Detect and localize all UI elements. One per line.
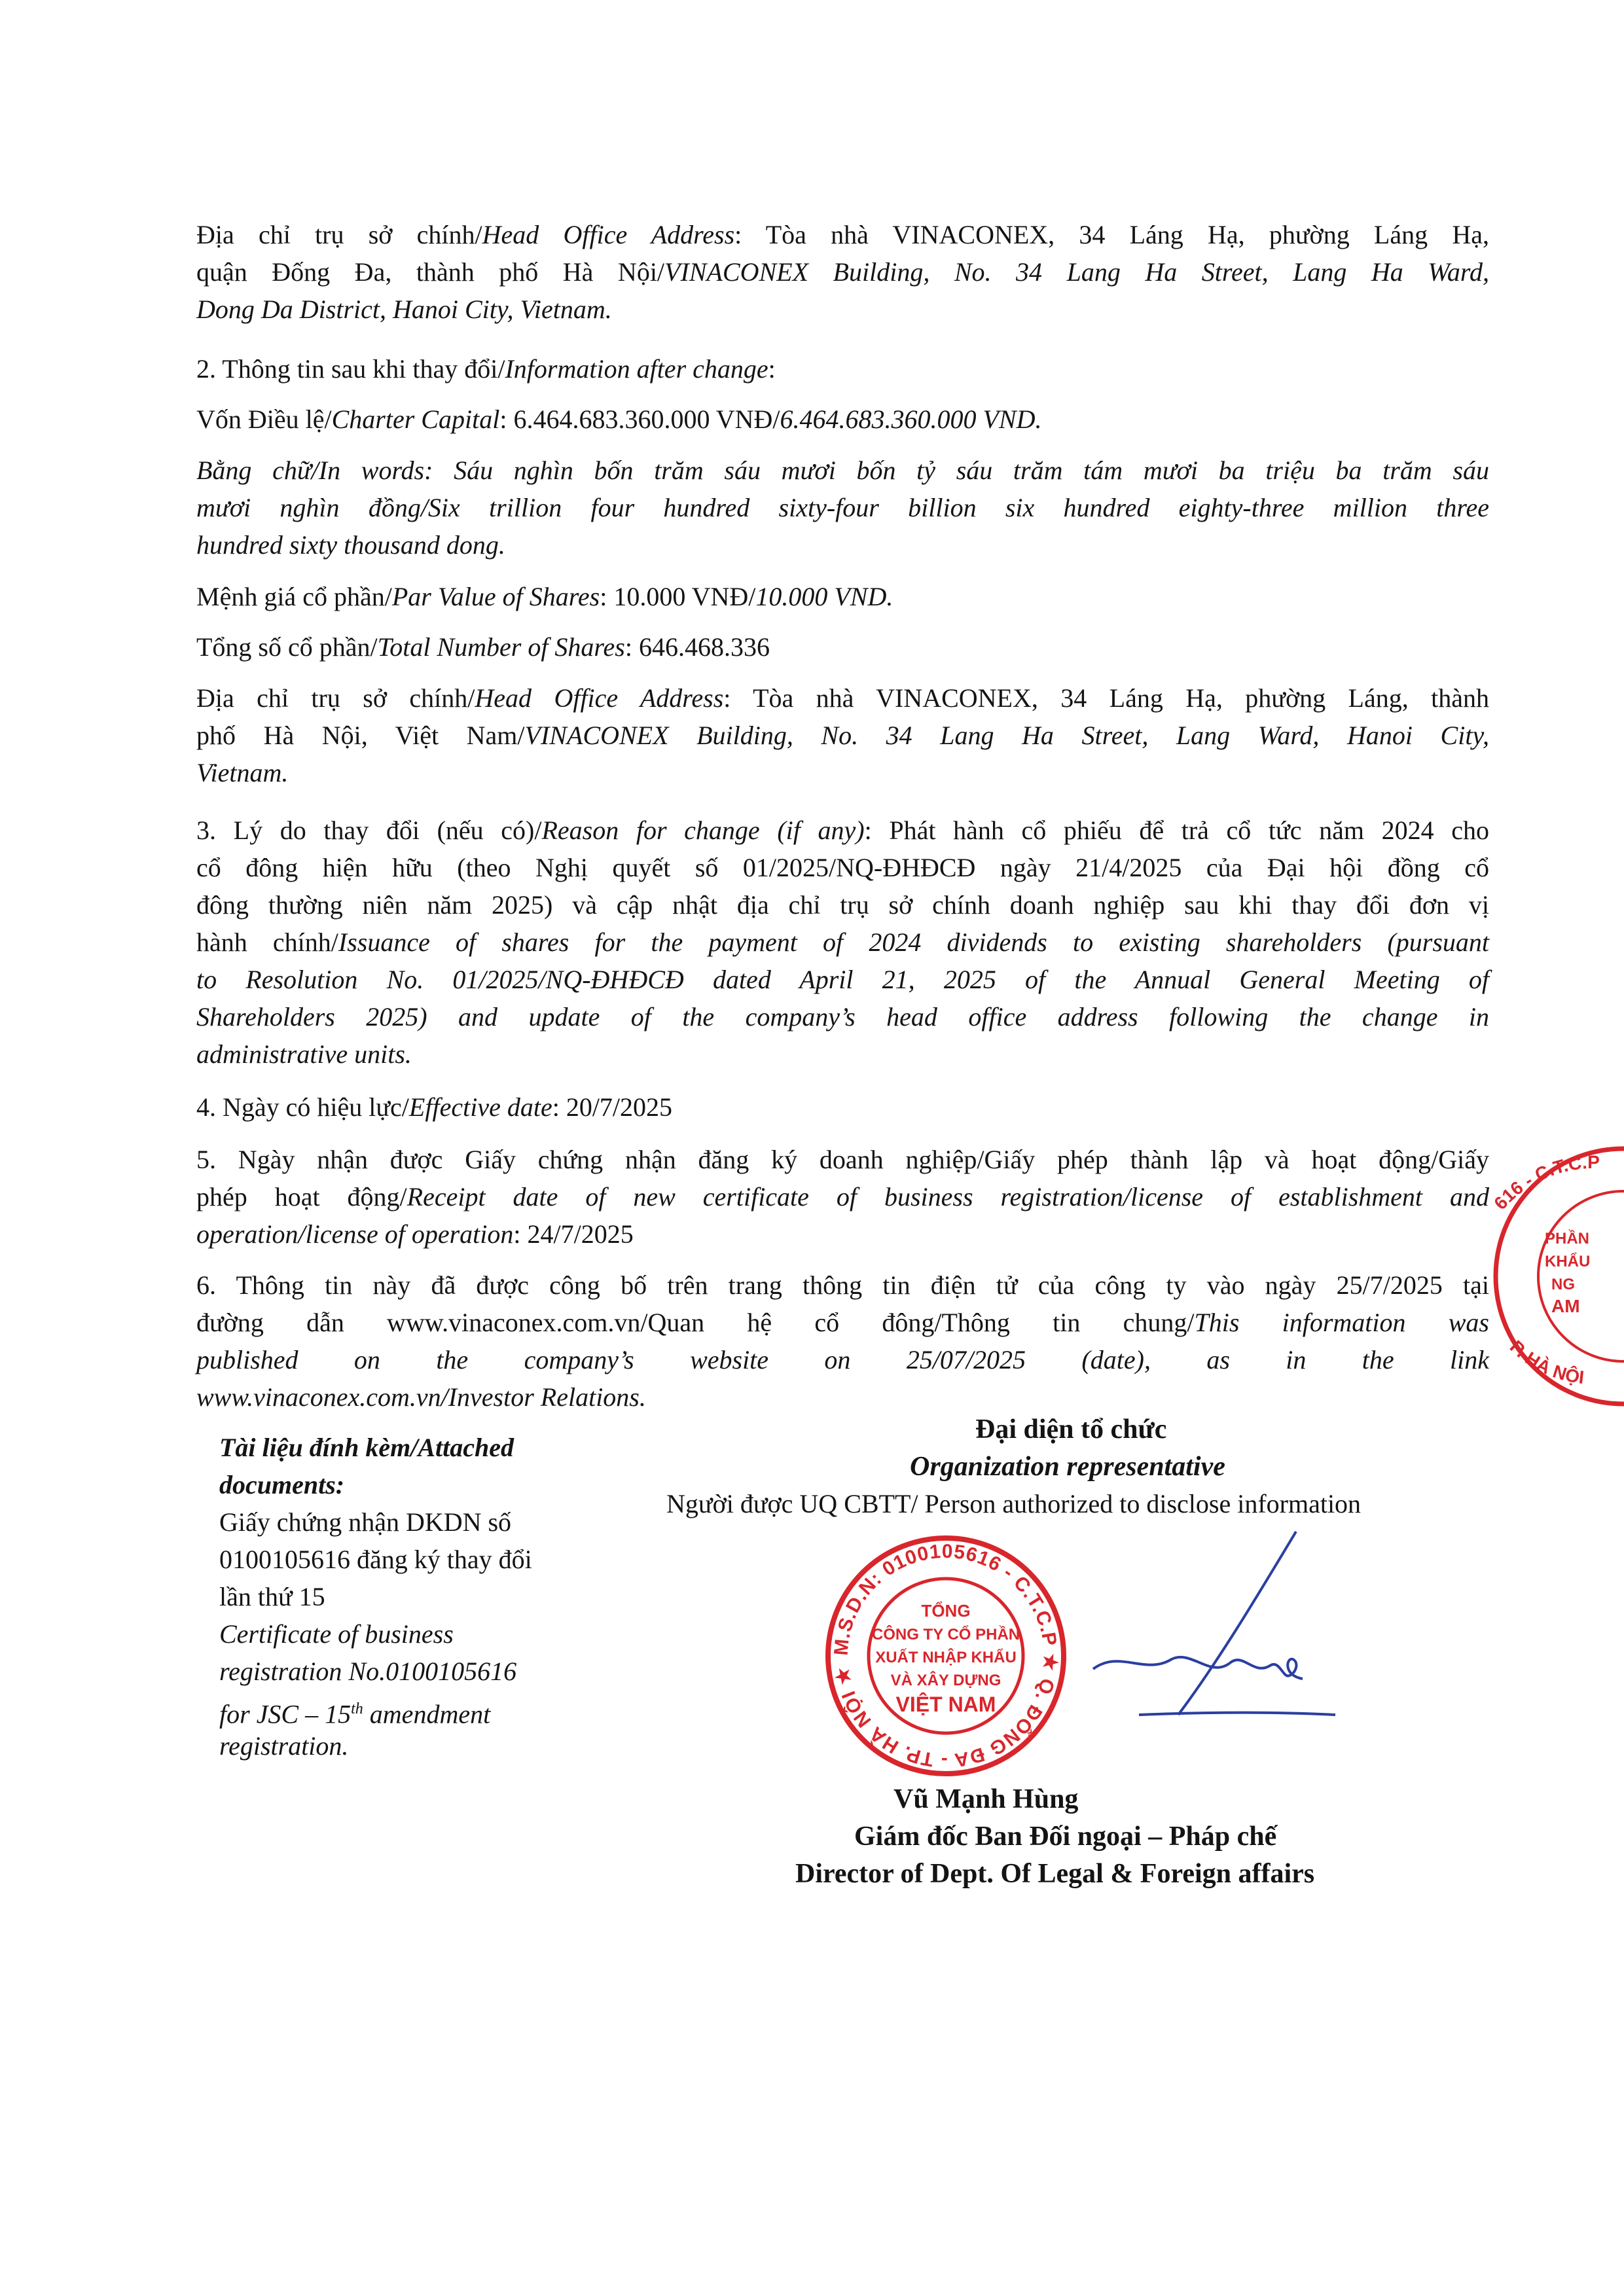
attachment-en-line-3: for JSC – 15th amendment [219,1699,491,1729]
capital-in-words-line-1: Bằng chữ/In words: Sáu nghìn bốn trăm sáu mươi bốn tỷ sáu trăm tám mươi ba triệu ba trăm sáu [196,456,1489,485]
section-6-line-4: www.vinaconex.com.vn/Investor Relations. [196,1382,646,1412]
section-3-line-1: 3. Lý do thay đổi (nếu có)/Reason for change (if any): Phát hành cổ phiếu để trả cổ tức năm 2024 cho [196,816,1489,845]
section-3-line-6: Shareholders 2025) and update of the company’s head office address following the change in [196,1002,1489,1031]
section-6-line-1: 6. Thông tin này đã được công bố trên trang thông tin điện tử của công ty vào ngày 25/7/2025 tại [196,1270,1489,1300]
section-5-line-3: operation/license of operation: 24/7/2025 [196,1219,634,1249]
edge-seal-line-3: NG [1551,1276,1575,1293]
attachment-vi-line-1: Giấy chứng nhận DKDN số [219,1507,512,1537]
attachment-vi-line-3: lần thứ 15 [219,1582,325,1611]
edge-seal-line-4: AM [1551,1296,1580,1316]
organization-representative-en: Organization representative [910,1452,1225,1482]
attachment-en-line-1: Certificate of business [219,1619,454,1649]
seal-text-line-5: VIỆT NAM [895,1693,996,1716]
total-shares-line: Tổng số cổ phần/Total Number of Shares: 646.468.336 [196,632,770,662]
head-office-before-line-3: Dong Da District, Hanoi City, Vietnam. [196,295,612,324]
section-6-line-2: đường dẫn www.vinaconex.com.vn/Quan hệ cổ đông/Thông tin chung/This information was [196,1308,1490,1337]
section-5-line-1: 5. Ngày nhận được Giấy chứng nhận đăng ký doanh nghiệp/Giấy phép thành lập và hoạt động/Giấy [196,1145,1489,1174]
capital-in-words-line-2: mươi nghìn đồng/Six trillion four hundred sixty-four billion six hundred eighty-three million three [196,493,1489,522]
edge-seal-ring-top: 616 - C.T.C.P [1490,1152,1600,1213]
signer-name: Vũ Mạnh Hùng [893,1784,1079,1814]
head-office-before-line-2: quận Đống Đa, thành phố Hà Nội/VINACONEX Building, No. 34 Lang Ha Street, Lang Ha Ward, [196,257,1489,287]
seal-text-line-4: VÀ XÂY DỰNG [890,1672,1001,1689]
edge-seal [1476,1132,1624,1420]
handwritten-signature [1021,1518,1362,1754]
head-office-after-line-3: Vietnam. [196,758,289,787]
seal-text-line-3: XUẤT NHẬP KHẨU [875,1649,1017,1666]
par-value-line: Mệnh giá cổ phần/Par Value of Shares: 10.000 VNĐ/10.000 VND. [196,582,893,611]
edge-seal-ring-bottom: P. HÀ NỘI [1506,1336,1585,1388]
attachment-vi-line-2: 0100105616 đăng ký thay đổi [219,1545,532,1574]
attachment-en-line-2: registration No.0100105616 [219,1657,517,1686]
seal-text-line-1: TỔNG [921,1601,971,1621]
charter-capital-line: Vốn Điều lệ/Charter Capital: 6.464.683.360.000 VNĐ/6.464.683.360.000 VND. [196,404,1042,434]
svg-text:616 - C.T.C.P [1490,1152,1600,1213]
edge-seal-line-1: PHẦN [1545,1230,1590,1247]
attachment-en-line-4: registration. [219,1731,349,1761]
seal-text-line-2: CÔNG TY CỔ PHẦN [871,1626,1020,1643]
authorized-person-line: Người được UQ CBTT/ Person authorized to disclose information [666,1489,1362,1518]
company-seal [821,1532,1070,1780]
attachments-title-line-1: Tài liệu đính kèm/Attached [219,1433,514,1462]
attachments-title-line-2: documents: [219,1470,345,1499]
section-5-line-2: phép hoạt động/Receipt date of new certificate of business registration/license of establishment and [196,1182,1489,1211]
section-6-line-3: published on the company’s website on 25/07/2025 (date), as in the link [196,1345,1489,1374]
head-office-after-line-1: Địa chỉ trụ sở chính/Head Office Address: Tòa nhà VINACONEX, 34 Láng Hạ, phường Láng, thành [196,683,1489,713]
signer-title-vi: Giám đốc Ban Đối ngoại – Pháp chế [854,1821,1277,1852]
section-3-line-7: administrative units. [196,1039,412,1069]
section-4-effective-date: 4. Ngày có hiệu lực/Effective date: 20/7/2025 [196,1092,673,1122]
head-office-before-line-1: Địa chỉ trụ sở chính/Head Office Address: Tòa nhà VINACONEX, 34 Láng Hạ, phường Láng Hạ, [196,220,1489,249]
section-3-line-2: cổ đông hiện hữu (theo Nghị quyết số 01/2025/NQ-ĐHĐCĐ ngày 21/4/2025 của Đại hội đồng cổ [196,853,1489,882]
capital-in-words-line-3: hundred sixty thousand dong. [196,530,505,560]
section-3-line-3: đông thường niên năm 2025) và cập nhật địa chỉ trụ sở chính doanh nghiệp sau khi thay đổi đơn vị [196,890,1489,920]
organization-representative-vi: Đại diện tổ chức [975,1414,1167,1444]
seal-ring-text: M.S.D.N: 0100105616 - C.T.C.P ★ Q. ĐỐNG ĐA - TP. HÀ NỘI ★ [830,1540,1062,1772]
section-3-line-5: to Resolution No. 01/2025/NQ-ĐHĐCĐ dated April 21, 2025 of the Annual General Meeting of [196,965,1489,994]
edge-seal-line-2: KHẨU [1545,1253,1591,1270]
head-office-after-line-2: phố Hà Nội, Việt Nam/VINACONEX Building, No. 34 Lang Ha Street, Lang Ward, Hanoi City, [196,721,1490,750]
signer-title-en: Director of Dept. Of Legal & Foreign affairs [795,1859,1315,1889]
section-3-line-4: hành chính/Issuance of shares for the payment of 2024 dividends to existing shareholders (pursuant [196,927,1490,957]
section-2-heading: 2. Thông tin sau khi thay đổi/Information after change: [196,354,776,384]
